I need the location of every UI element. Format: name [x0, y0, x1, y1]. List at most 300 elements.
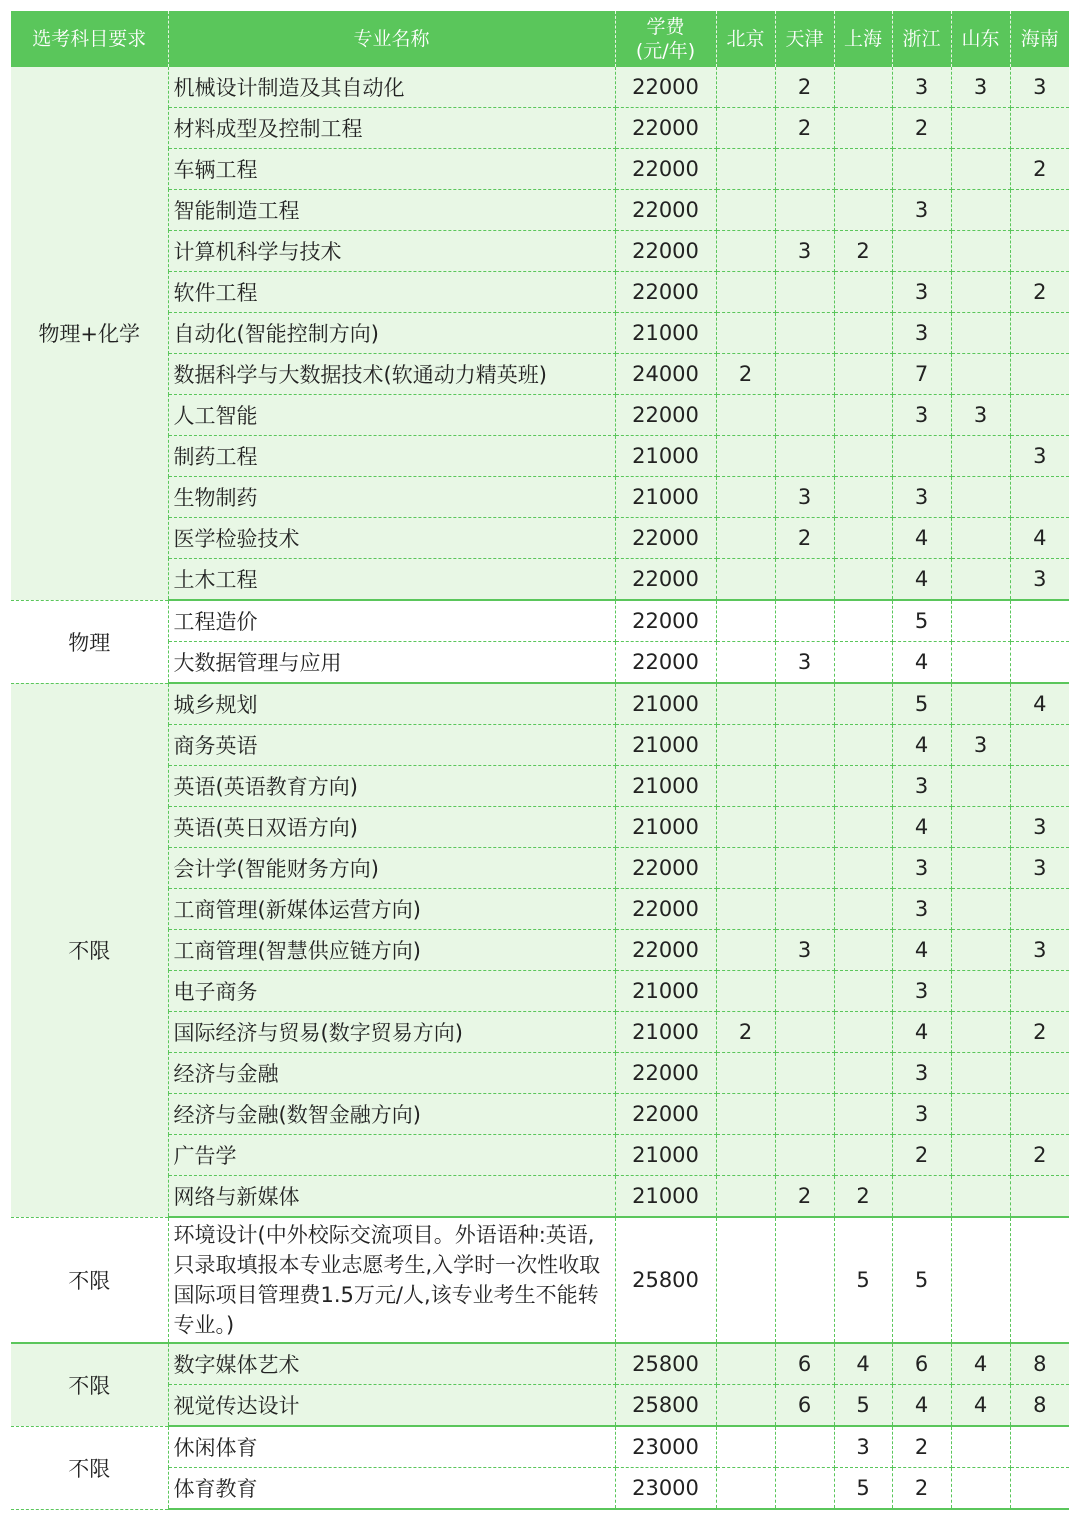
- quota-cell-zhejiang: 4: [892, 518, 951, 559]
- quota-cell-shanghai: 5: [834, 1468, 892, 1510]
- tuition-fee-cell: 21000: [615, 1135, 716, 1176]
- table-row: [11, 807, 1069, 848]
- quota-cell-beijing: 2: [716, 1012, 775, 1053]
- quota-cell-beijing: [716, 725, 775, 766]
- tuition-fee-cell: 22000: [615, 889, 716, 930]
- major-name-cell: 人工智能: [168, 395, 615, 436]
- quota-cell-shandong: [951, 1094, 1010, 1135]
- quota-cell-tianjin: [775, 971, 834, 1012]
- table-row: [11, 889, 1069, 930]
- quota-cell-beijing: [716, 807, 775, 848]
- quota-cell-zhejiang: 3: [892, 67, 951, 108]
- quota-cell-tianjin: [775, 190, 834, 231]
- quota-cell-zhejiang: 5: [892, 683, 951, 725]
- quota-cell-zhejiang: 3: [892, 889, 951, 930]
- quota-cell-shandong: [951, 231, 1010, 272]
- quota-cell-shanghai: 3: [834, 1426, 892, 1468]
- table-row: [11, 1468, 1069, 1510]
- quota-cell-shanghai: [834, 930, 892, 971]
- tuition-fee-cell: 22000: [615, 518, 716, 559]
- header-subject: 选考科目要求: [11, 11, 168, 67]
- quota-cell-shandong: [951, 971, 1010, 1012]
- header-fee: [615, 11, 716, 67]
- quota-cell-zhejiang: [892, 231, 951, 272]
- quota-cell-tianjin: [775, 1426, 834, 1468]
- quota-cell-shandong: [951, 272, 1010, 313]
- table-row: [11, 1217, 1069, 1343]
- tuition-fee-cell: 21000: [615, 766, 716, 807]
- quota-cell-tianjin: [775, 725, 834, 766]
- quota-cell-beijing: [716, 149, 775, 190]
- tuition-fee-cell: 22000: [615, 108, 716, 149]
- major-name-cell: 视觉传达设计: [168, 1385, 615, 1427]
- quota-cell-shanghai: [834, 477, 892, 518]
- quota-cell-beijing: [716, 1343, 775, 1385]
- admission-plan-table-container: [11, 11, 1069, 1510]
- tuition-fee-cell: 21000: [615, 313, 716, 354]
- quota-cell-hainan: [1010, 1094, 1069, 1135]
- table-header: [11, 11, 1069, 67]
- major-name-cell: 城乡规划: [168, 683, 615, 725]
- table-row: [11, 354, 1069, 395]
- table-row: [11, 1012, 1069, 1053]
- quota-cell-tianjin: [775, 559, 834, 601]
- tuition-fee-cell: 22000: [615, 272, 716, 313]
- quota-cell-beijing: [716, 1135, 775, 1176]
- quota-cell-hainan: 2: [1010, 1012, 1069, 1053]
- quota-cell-zhejiang: 3: [892, 272, 951, 313]
- quota-cell-tianjin: [775, 807, 834, 848]
- table-row: [11, 1385, 1069, 1427]
- quota-cell-beijing: [716, 395, 775, 436]
- quota-cell-hainan: 2: [1010, 272, 1069, 313]
- quota-cell-shandong: [951, 149, 1010, 190]
- quota-cell-zhejiang: 3: [892, 190, 951, 231]
- quota-cell-shandong: [951, 518, 1010, 559]
- tuition-fee-cell: 22000: [615, 231, 716, 272]
- quota-cell-zhejiang: 2: [892, 1426, 951, 1468]
- quota-cell-zhejiang: [892, 149, 951, 190]
- quota-cell-hainan: 2: [1010, 1135, 1069, 1176]
- quota-cell-hainan: [1010, 231, 1069, 272]
- tuition-fee-cell: 21000: [615, 436, 716, 477]
- quota-cell-beijing: [716, 272, 775, 313]
- major-name-cell: 软件工程: [168, 272, 615, 313]
- table-row: [11, 190, 1069, 231]
- quota-cell-shandong: [951, 642, 1010, 684]
- quota-cell-hainan: 8: [1010, 1343, 1069, 1385]
- quota-cell-shanghai: [834, 889, 892, 930]
- quota-cell-zhejiang: 3: [892, 1094, 951, 1135]
- quota-cell-tianjin: 2: [775, 518, 834, 559]
- quota-cell-shandong: [951, 1012, 1010, 1053]
- quota-cell-beijing: [716, 1426, 775, 1468]
- quota-cell-beijing: [716, 766, 775, 807]
- header-province-shandong: 山东: [951, 11, 1010, 67]
- quota-cell-shandong: [951, 930, 1010, 971]
- quota-cell-tianjin: [775, 436, 834, 477]
- quota-cell-zhejiang: 3: [892, 971, 951, 1012]
- quota-cell-shanghai: [834, 190, 892, 231]
- quota-cell-zhejiang: 4: [892, 1012, 951, 1053]
- quota-cell-beijing: [716, 930, 775, 971]
- quota-cell-tianjin: [775, 600, 834, 642]
- major-name-cell: 英语(英日双语方向): [168, 807, 615, 848]
- tuition-fee-cell: 22000: [615, 930, 716, 971]
- quota-cell-beijing: [716, 1385, 775, 1427]
- quota-cell-tianjin: [775, 149, 834, 190]
- major-name-cell: 广告学: [168, 1135, 615, 1176]
- quota-cell-tianjin: [775, 1012, 834, 1053]
- quota-cell-shanghai: [834, 272, 892, 313]
- table-row: [11, 149, 1069, 190]
- major-name-cell: 工商管理(智慧供应链方向): [168, 930, 615, 971]
- table-row: [11, 477, 1069, 518]
- tuition-fee-cell: 22000: [615, 395, 716, 436]
- table-row: [11, 1053, 1069, 1094]
- tuition-fee-cell: 24000: [615, 354, 716, 395]
- quota-cell-tianjin: [775, 272, 834, 313]
- quota-cell-hainan: 3: [1010, 930, 1069, 971]
- tuition-fee-cell: 22000: [615, 190, 716, 231]
- quota-cell-tianjin: [775, 1053, 834, 1094]
- admission-plan-table: [11, 11, 1069, 1510]
- quota-cell-beijing: [716, 108, 775, 149]
- quota-cell-tianjin: 6: [775, 1385, 834, 1427]
- quota-cell-tianjin: [775, 683, 834, 725]
- table-row: [11, 971, 1069, 1012]
- quota-cell-shanghai: [834, 518, 892, 559]
- major-name-cell: 工程造价: [168, 600, 615, 642]
- quota-cell-shanghai: 5: [834, 1385, 892, 1427]
- major-name-cell: 经济与金融(数智金融方向): [168, 1094, 615, 1135]
- quota-cell-beijing: [716, 600, 775, 642]
- table-row: [11, 642, 1069, 684]
- header-province-shanghai: 上海: [834, 11, 892, 67]
- major-name-cell: 工商管理(新媒体运营方向): [168, 889, 615, 930]
- quota-cell-shandong: [951, 108, 1010, 149]
- header-province-zhejiang: 浙江: [892, 11, 951, 67]
- quota-cell-shandong: [951, 477, 1010, 518]
- quota-cell-hainan: [1010, 354, 1069, 395]
- quota-cell-shanghai: [834, 149, 892, 190]
- quota-cell-zhejiang: 3: [892, 848, 951, 889]
- subject-requirement-cell: 不限: [11, 1426, 168, 1509]
- major-name-cell: 电子商务: [168, 971, 615, 1012]
- quota-cell-beijing: [716, 231, 775, 272]
- quota-cell-beijing: [716, 848, 775, 889]
- quota-cell-tianjin: 2: [775, 67, 834, 108]
- tuition-fee-cell: 23000: [615, 1426, 716, 1468]
- table-row: [11, 313, 1069, 354]
- table-row: [11, 1426, 1069, 1468]
- header-province-hainan: 海南: [1010, 11, 1069, 67]
- table-row: [11, 683, 1069, 725]
- major-name-cell: 会计学(智能财务方向): [168, 848, 615, 889]
- quota-cell-tianjin: [775, 313, 834, 354]
- quota-cell-shanghai: [834, 971, 892, 1012]
- tuition-fee-cell: 23000: [615, 1468, 716, 1510]
- subject-requirement-cell: 不限: [11, 683, 168, 1217]
- quota-cell-hainan: [1010, 971, 1069, 1012]
- major-name-cell: 制药工程: [168, 436, 615, 477]
- quota-cell-zhejiang: 3: [892, 395, 951, 436]
- quota-cell-shandong: [951, 889, 1010, 930]
- quota-cell-tianjin: 2: [775, 1176, 834, 1218]
- quota-cell-zhejiang: 5: [892, 1217, 951, 1343]
- quota-cell-shandong: [951, 354, 1010, 395]
- quota-cell-zhejiang: 4: [892, 1385, 951, 1427]
- subject-requirement-cell: 不限: [11, 1343, 168, 1426]
- header-province-tianjin: 天津: [775, 11, 834, 67]
- quota-cell-beijing: [716, 190, 775, 231]
- header-fee-line2: (元/年): [635, 40, 696, 62]
- header-row: [11, 11, 1069, 67]
- quota-cell-tianjin: [775, 395, 834, 436]
- quota-cell-zhejiang: 2: [892, 108, 951, 149]
- quota-cell-hainan: 3: [1010, 848, 1069, 889]
- quota-cell-hainan: 8: [1010, 1385, 1069, 1427]
- major-name-cell: 医学检验技术: [168, 518, 615, 559]
- quota-cell-beijing: [716, 1053, 775, 1094]
- major-name-cell: 英语(英语教育方向): [168, 766, 615, 807]
- quota-cell-beijing: [716, 477, 775, 518]
- table-row: [11, 725, 1069, 766]
- quota-cell-beijing: [716, 1217, 775, 1343]
- quota-cell-zhejiang: 3: [892, 477, 951, 518]
- major-name-cell: 计算机科学与技术: [168, 231, 615, 272]
- quota-cell-shanghai: [834, 848, 892, 889]
- quota-cell-shandong: [951, 1217, 1010, 1343]
- quota-cell-zhejiang: 4: [892, 807, 951, 848]
- quota-cell-beijing: [716, 889, 775, 930]
- quota-cell-hainan: [1010, 1176, 1069, 1218]
- quota-cell-tianjin: 3: [775, 642, 834, 684]
- quota-cell-shandong: [951, 1053, 1010, 1094]
- quota-cell-shandong: 4: [951, 1385, 1010, 1427]
- quota-cell-shanghai: [834, 766, 892, 807]
- quota-cell-zhejiang: 3: [892, 766, 951, 807]
- major-name-cell: 智能制造工程: [168, 190, 615, 231]
- major-name-cell: 国际经济与贸易(数字贸易方向): [168, 1012, 615, 1053]
- quota-cell-hainan: [1010, 1217, 1069, 1343]
- table-row: [11, 600, 1069, 642]
- quota-cell-shanghai: [834, 354, 892, 395]
- table-row: [11, 1135, 1069, 1176]
- tuition-fee-cell: 22000: [615, 600, 716, 642]
- quota-cell-shanghai: [834, 436, 892, 477]
- quota-cell-beijing: [716, 1094, 775, 1135]
- major-name-cell: 材料成型及控制工程: [168, 108, 615, 149]
- quota-cell-shanghai: [834, 67, 892, 108]
- table-row: [11, 848, 1069, 889]
- tuition-fee-cell: 21000: [615, 477, 716, 518]
- major-name-cell: 数字媒体艺术: [168, 1343, 615, 1385]
- quota-cell-beijing: [716, 559, 775, 601]
- quota-cell-shandong: 3: [951, 67, 1010, 108]
- quota-cell-shandong: [951, 1135, 1010, 1176]
- quota-cell-shandong: [951, 559, 1010, 601]
- subject-requirement-cell: 物理: [11, 600, 168, 683]
- quota-cell-tianjin: 3: [775, 930, 834, 971]
- quota-cell-tianjin: 3: [775, 477, 834, 518]
- quota-cell-shanghai: [834, 1053, 892, 1094]
- quota-cell-shandong: [951, 1468, 1010, 1510]
- quota-cell-shanghai: [834, 807, 892, 848]
- quota-cell-shanghai: [834, 1135, 892, 1176]
- quota-cell-hainan: 2: [1010, 149, 1069, 190]
- quota-cell-hainan: 3: [1010, 436, 1069, 477]
- quota-cell-shanghai: [834, 600, 892, 642]
- table-row: [11, 395, 1069, 436]
- quota-cell-beijing: [716, 313, 775, 354]
- tuition-fee-cell: 22000: [615, 67, 716, 108]
- table-row: [11, 930, 1069, 971]
- header-major: 专业名称: [168, 11, 615, 67]
- quota-cell-shanghai: [834, 683, 892, 725]
- quota-cell-hainan: 3: [1010, 559, 1069, 601]
- quota-cell-beijing: [716, 642, 775, 684]
- major-name-cell: 机械设计制造及其自动化: [168, 67, 615, 108]
- quota-cell-zhejiang: 4: [892, 725, 951, 766]
- tuition-fee-cell: 22000: [615, 1053, 716, 1094]
- quota-cell-beijing: [716, 683, 775, 725]
- tuition-fee-cell: 21000: [615, 807, 716, 848]
- quota-cell-beijing: [716, 971, 775, 1012]
- tuition-fee-cell: 25800: [615, 1343, 716, 1385]
- quota-cell-hainan: 3: [1010, 807, 1069, 848]
- quota-cell-zhejiang: [892, 436, 951, 477]
- table-row: [11, 518, 1069, 559]
- quota-cell-beijing: [716, 1468, 775, 1510]
- table-row: [11, 1176, 1069, 1218]
- quota-cell-shanghai: [834, 313, 892, 354]
- quota-cell-zhejiang: 2: [892, 1468, 951, 1510]
- subject-requirement-cell: 物理+化学: [11, 67, 168, 600]
- quota-cell-shanghai: [834, 1094, 892, 1135]
- quota-cell-beijing: [716, 518, 775, 559]
- quota-cell-shandong: [951, 190, 1010, 231]
- quota-cell-shandong: [951, 600, 1010, 642]
- tuition-fee-cell: 25800: [615, 1385, 716, 1427]
- quota-cell-hainan: [1010, 889, 1069, 930]
- quota-cell-shandong: [951, 1176, 1010, 1218]
- table-row: [11, 436, 1069, 477]
- major-name-cell: 商务英语: [168, 725, 615, 766]
- quota-cell-shanghai: [834, 395, 892, 436]
- tuition-fee-cell: 22000: [615, 149, 716, 190]
- quota-cell-tianjin: [775, 1135, 834, 1176]
- major-name-cell: 生物制药: [168, 477, 615, 518]
- table-row: [11, 272, 1069, 313]
- quota-cell-beijing: [716, 1176, 775, 1218]
- quota-cell-hainan: [1010, 642, 1069, 684]
- quota-cell-hainan: [1010, 725, 1069, 766]
- table-row: [11, 67, 1069, 108]
- quota-cell-shandong: [951, 436, 1010, 477]
- quota-cell-beijing: [716, 67, 775, 108]
- quota-cell-shanghai: 4: [834, 1343, 892, 1385]
- quota-cell-hainan: [1010, 190, 1069, 231]
- major-name-cell: 网络与新媒体: [168, 1176, 615, 1218]
- quota-cell-shandong: [951, 683, 1010, 725]
- quota-cell-tianjin: [775, 848, 834, 889]
- table-row: [11, 108, 1069, 149]
- quota-cell-hainan: [1010, 108, 1069, 149]
- tuition-fee-cell: 21000: [615, 725, 716, 766]
- quota-cell-shandong: [951, 848, 1010, 889]
- quota-cell-shanghai: [834, 108, 892, 149]
- quota-cell-shandong: [951, 807, 1010, 848]
- quota-cell-tianjin: [775, 766, 834, 807]
- quota-cell-tianjin: 6: [775, 1343, 834, 1385]
- quota-cell-hainan: [1010, 395, 1069, 436]
- tuition-fee-cell: 21000: [615, 1176, 716, 1218]
- quota-cell-shandong: [951, 313, 1010, 354]
- quota-cell-shandong: [951, 1426, 1010, 1468]
- quota-cell-hainan: [1010, 1468, 1069, 1510]
- quota-cell-shanghai: 2: [834, 231, 892, 272]
- tuition-fee-cell: 25800: [615, 1217, 716, 1343]
- quota-cell-beijing: [716, 436, 775, 477]
- quota-cell-hainan: [1010, 1053, 1069, 1094]
- quota-cell-zhejiang: 4: [892, 559, 951, 601]
- table-row: [11, 1343, 1069, 1385]
- major-name-cell: 经济与金融: [168, 1053, 615, 1094]
- quota-cell-zhejiang: 4: [892, 930, 951, 971]
- quota-cell-hainan: [1010, 313, 1069, 354]
- quota-cell-zhejiang: 6: [892, 1343, 951, 1385]
- quota-cell-hainan: [1010, 766, 1069, 807]
- major-name-cell: 大数据管理与应用: [168, 642, 615, 684]
- quota-cell-zhejiang: 3: [892, 1053, 951, 1094]
- quota-cell-shanghai: [834, 642, 892, 684]
- quota-cell-hainan: 4: [1010, 683, 1069, 725]
- quota-cell-zhejiang: 2: [892, 1135, 951, 1176]
- quota-cell-shandong: 3: [951, 725, 1010, 766]
- quota-cell-shandong: 4: [951, 1343, 1010, 1385]
- quota-cell-hainan: 3: [1010, 67, 1069, 108]
- table-row: [11, 559, 1069, 601]
- major-name-cell: 数据科学与大数据技术(软通动力精英班): [168, 354, 615, 395]
- tuition-fee-cell: 22000: [615, 848, 716, 889]
- quota-cell-shandong: [951, 766, 1010, 807]
- quota-cell-shanghai: 2: [834, 1176, 892, 1218]
- quota-cell-zhejiang: 4: [892, 642, 951, 684]
- tuition-fee-cell: 21000: [615, 1012, 716, 1053]
- quota-cell-zhejiang: 5: [892, 600, 951, 642]
- quota-cell-shanghai: [834, 725, 892, 766]
- quota-cell-hainan: 4: [1010, 518, 1069, 559]
- major-name-cell: 车辆工程: [168, 149, 615, 190]
- quota-cell-hainan: [1010, 600, 1069, 642]
- quota-cell-tianjin: [775, 1468, 834, 1510]
- quota-cell-zhejiang: [892, 1176, 951, 1218]
- tuition-fee-cell: 21000: [615, 683, 716, 725]
- quota-cell-hainan: [1010, 477, 1069, 518]
- table-row: [11, 766, 1069, 807]
- quota-cell-shanghai: 5: [834, 1217, 892, 1343]
- table-row: [11, 1094, 1069, 1135]
- major-name-cell: 土木工程: [168, 559, 615, 601]
- major-name-cell: 体育教育: [168, 1468, 615, 1510]
- quota-cell-tianjin: [775, 354, 834, 395]
- quota-cell-shanghai: [834, 1012, 892, 1053]
- header-fee-line1: 学费: [646, 16, 685, 38]
- major-name-cell: 自动化(智能控制方向): [168, 313, 615, 354]
- quota-cell-tianjin: 3: [775, 231, 834, 272]
- quota-cell-beijing: 2: [716, 354, 775, 395]
